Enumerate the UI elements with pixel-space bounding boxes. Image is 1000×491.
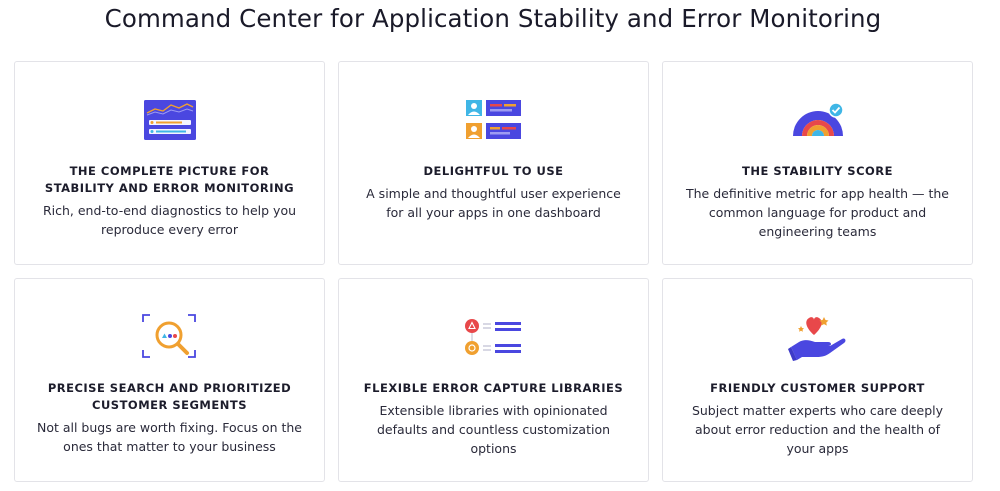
feature-grid <box>14 61 974 482</box>
card-title: FRIENDLY CUSTOMER SUPPORT <box>710 381 925 395</box>
card-description: Rich, end-to-end diagnostics to help you reproduce every error <box>42 203 297 237</box>
stability-gauge-icon <box>790 94 846 146</box>
heart-hand-icon <box>788 311 848 363</box>
feature-card-libraries <box>338 278 649 482</box>
card-description: Not all bugs are worth fixing. Focus on the ones that matter to your business <box>36 420 302 454</box>
magnifier-icon <box>141 311 199 363</box>
card-title: PRECISE SEARCH AND PRIORITIZED CUSTOMER SEGMENTS <box>47 381 292 412</box>
feature-card-precise-search <box>14 278 325 482</box>
feature-card-complete-picture <box>14 61 325 265</box>
card-title: DELIGHTFUL TO USE <box>423 164 564 178</box>
feature-card-stability-score <box>662 61 973 265</box>
library-list-icon <box>464 311 524 363</box>
card-title: FLEXIBLE ERROR CAPTURE LIBRARIES <box>363 381 624 395</box>
dashboard-icon <box>143 94 197 146</box>
card-title: THE STABILITY SCORE <box>742 164 893 178</box>
card-description: A simple and thoughtful user experience for all your apps in one dashboard <box>366 186 621 220</box>
feature-card-delightful <box>338 61 649 265</box>
page-title: Command Center for Application Stability and Error Monitoring <box>104 4 882 33</box>
user-list-icon <box>465 94 523 146</box>
card-title: THE COMPLETE PICTURE FOR STABILITY AND ERROR MONITORING <box>44 164 295 195</box>
card-description: Extensible libraries with opinionated defaults and countless customization options <box>376 403 611 456</box>
card-description: Subject matter experts who care deeply about error reduction and the health of your apps <box>691 403 944 456</box>
feature-card-support <box>662 278 973 482</box>
card-description: The definitive metric for app health — the common language for product and engineering teams <box>686 186 949 239</box>
